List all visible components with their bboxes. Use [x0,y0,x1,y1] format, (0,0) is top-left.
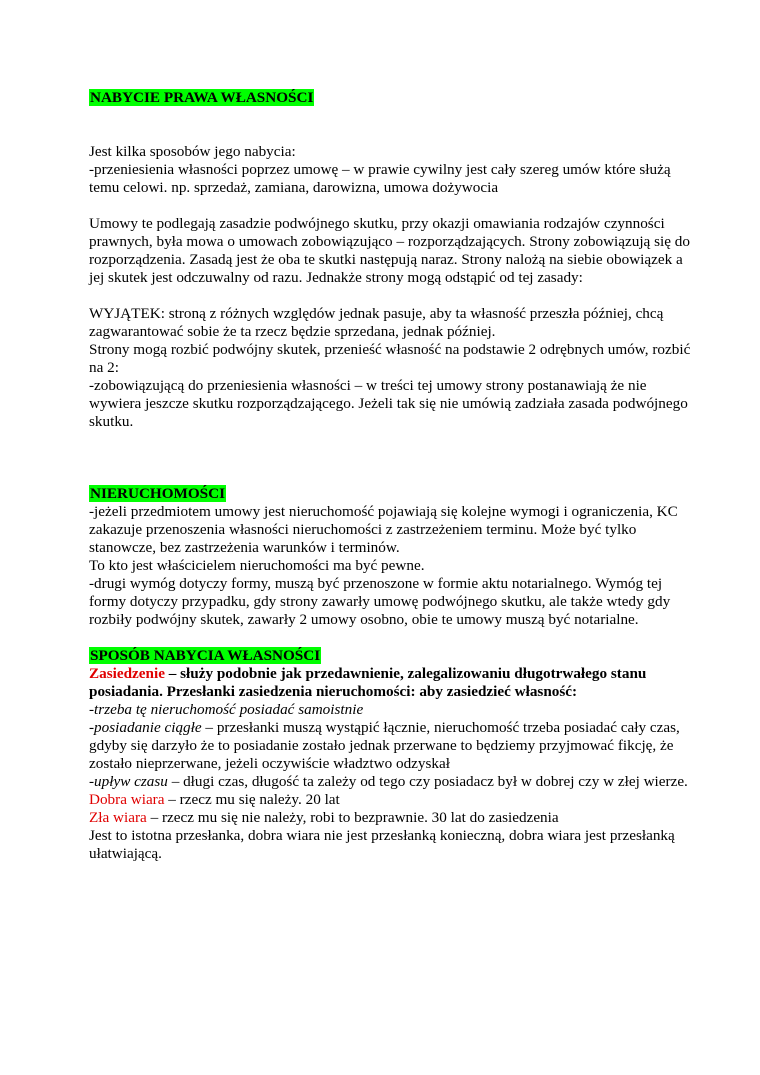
term-zla-wiara: Zła wiara [89,809,147,826]
paragraph-posiadanie-ciagle [89,719,700,773]
paragraph: Umowy te podlegają zasadzie podwójnego skutku, przy okazji omawiania rodzajów czynności prawnych, była mowa o umowach zobowiązująco – rozporządzających. Strony zobowiązują się do rozporządzenia. Zasadą jest że oba te skutki następują naraz. Strony nalożą na siebie obowiązek a jej skutek jest odczuwalny od razu. Jednakże strony mogą odstąpić od tej zasady: [89,215,690,286]
paragraph-zasiedzenie [89,665,700,701]
posiadanie-ciagle-text: – przesłanki muszą wystąpić łącznie, nieruchomość trzeba posiadać cały czas, gdyby się darzyło że to posiadanie zostało jednak przerwane to będziemy przyjmować fikcję, że zostało nieprzerwane, jeżeli oczywiście władztwo odzyskał [89,719,680,772]
paragraph: -drugi wymóg dotyczy formy, muszą być przenoszone w formie aktu notarialnego. Wymóg tej formy dotyczy przypadku, gdy strony zawarły umowę podwójnego skutku, ale także wtedy gdy rozbiły podwójny skutek, zawarły 2 umowy osobno, obie te umowy muszą być notarialne. [89,575,671,628]
paragraph-zla-wiara [89,809,700,827]
paragraph: WYJĄTEK: stroną z różnych względów jednak pasuje, aby ta własność przeszła później, chcą zagwarantować sobie że ta rzecz będzie sprzedana, jednak później. [89,305,664,340]
heading-nabycie-prawa-wlasnosci: NABYCIE PRAWA WŁASNOŚCI [90,89,314,106]
dobra-wiara-text: – rzecz mu się należy. 20 lat [164,791,340,808]
paragraph: To kto jest właścicielem nieruchomości ma być pewne. [89,557,425,574]
paragraph: -jeżeli przedmiotem umowy jest nieruchomość pojawiają się kolejne wymogi i ograniczenia, KC zakazuje przenoszenia własności nieruchomości z zastrzeżeniem terminu. Może być tylko stanowcze, bez zastrzeżenia warunków i terminów. [89,503,678,556]
term-dobra-wiara: Dobra wiara [89,791,165,808]
paragraph: -zobowiązującą do przeniesienia własności – w treści tej umowy strony postanawiają że nie wywiera jeszcze skutku rozporządzającego. Jeżeli tak się nie umówią zadziała zasada podwójnego skutku. [89,377,688,430]
term-posiadanie-ciagle: -posiadanie ciągłe [89,719,202,736]
paragraph-uplyw-czasu [89,773,700,791]
uplyw-czasu-text: – długi czas, długość ta zależy od tego czy posiadacz był w dobrej czy w złej wierze. [167,773,688,790]
heading-sposob-nabycia-wlasnosci: SPOSÓB NABYCIA WŁASNOŚCI [90,647,321,664]
term-uplyw-czasu: -upływ czasu [89,773,168,790]
term-zasiedzenie: Zasiedzenie [89,665,165,682]
zla-wiara-text: – rzecz mu się nie należy, robi to bezprawnie. 30 lat do zasiedzenia [146,809,559,826]
paragraph-dobra-wiara [89,791,700,809]
paragraph: -trzeba tę nieruchomość posiadać samoistnie [89,701,364,718]
paragraph: Jest to istotna przesłanka, dobra wiara nie jest przesłanką konieczną, dobra wiara jest przesłanką ułatwiającą. [89,827,675,862]
heading-nieruchomosci: NIERUCHOMOŚCI [90,485,226,502]
paragraph: Strony mogą rozbić podwójny skutek, przenieść własność na podstawie 2 odrębnych umów, rozbić na 2: [89,341,691,376]
zasiedzenie-definition: – służy podobnie jak przedawnienie, zalegalizowaniu długotrwałego stanu posiadania. Przesłanki zasiedzenia nieruchomości: aby zasiedzieć własność: [89,665,647,700]
paragraph: Jest kilka sposobów jego nabycia: [89,143,296,160]
paragraph: -przeniesienia własności poprzez umowę – w prawie cywilny jest cały szereg umów które służą temu celowi. np. sprzedaż, zamiana, darowizna, umowa dożywocia [89,161,671,196]
